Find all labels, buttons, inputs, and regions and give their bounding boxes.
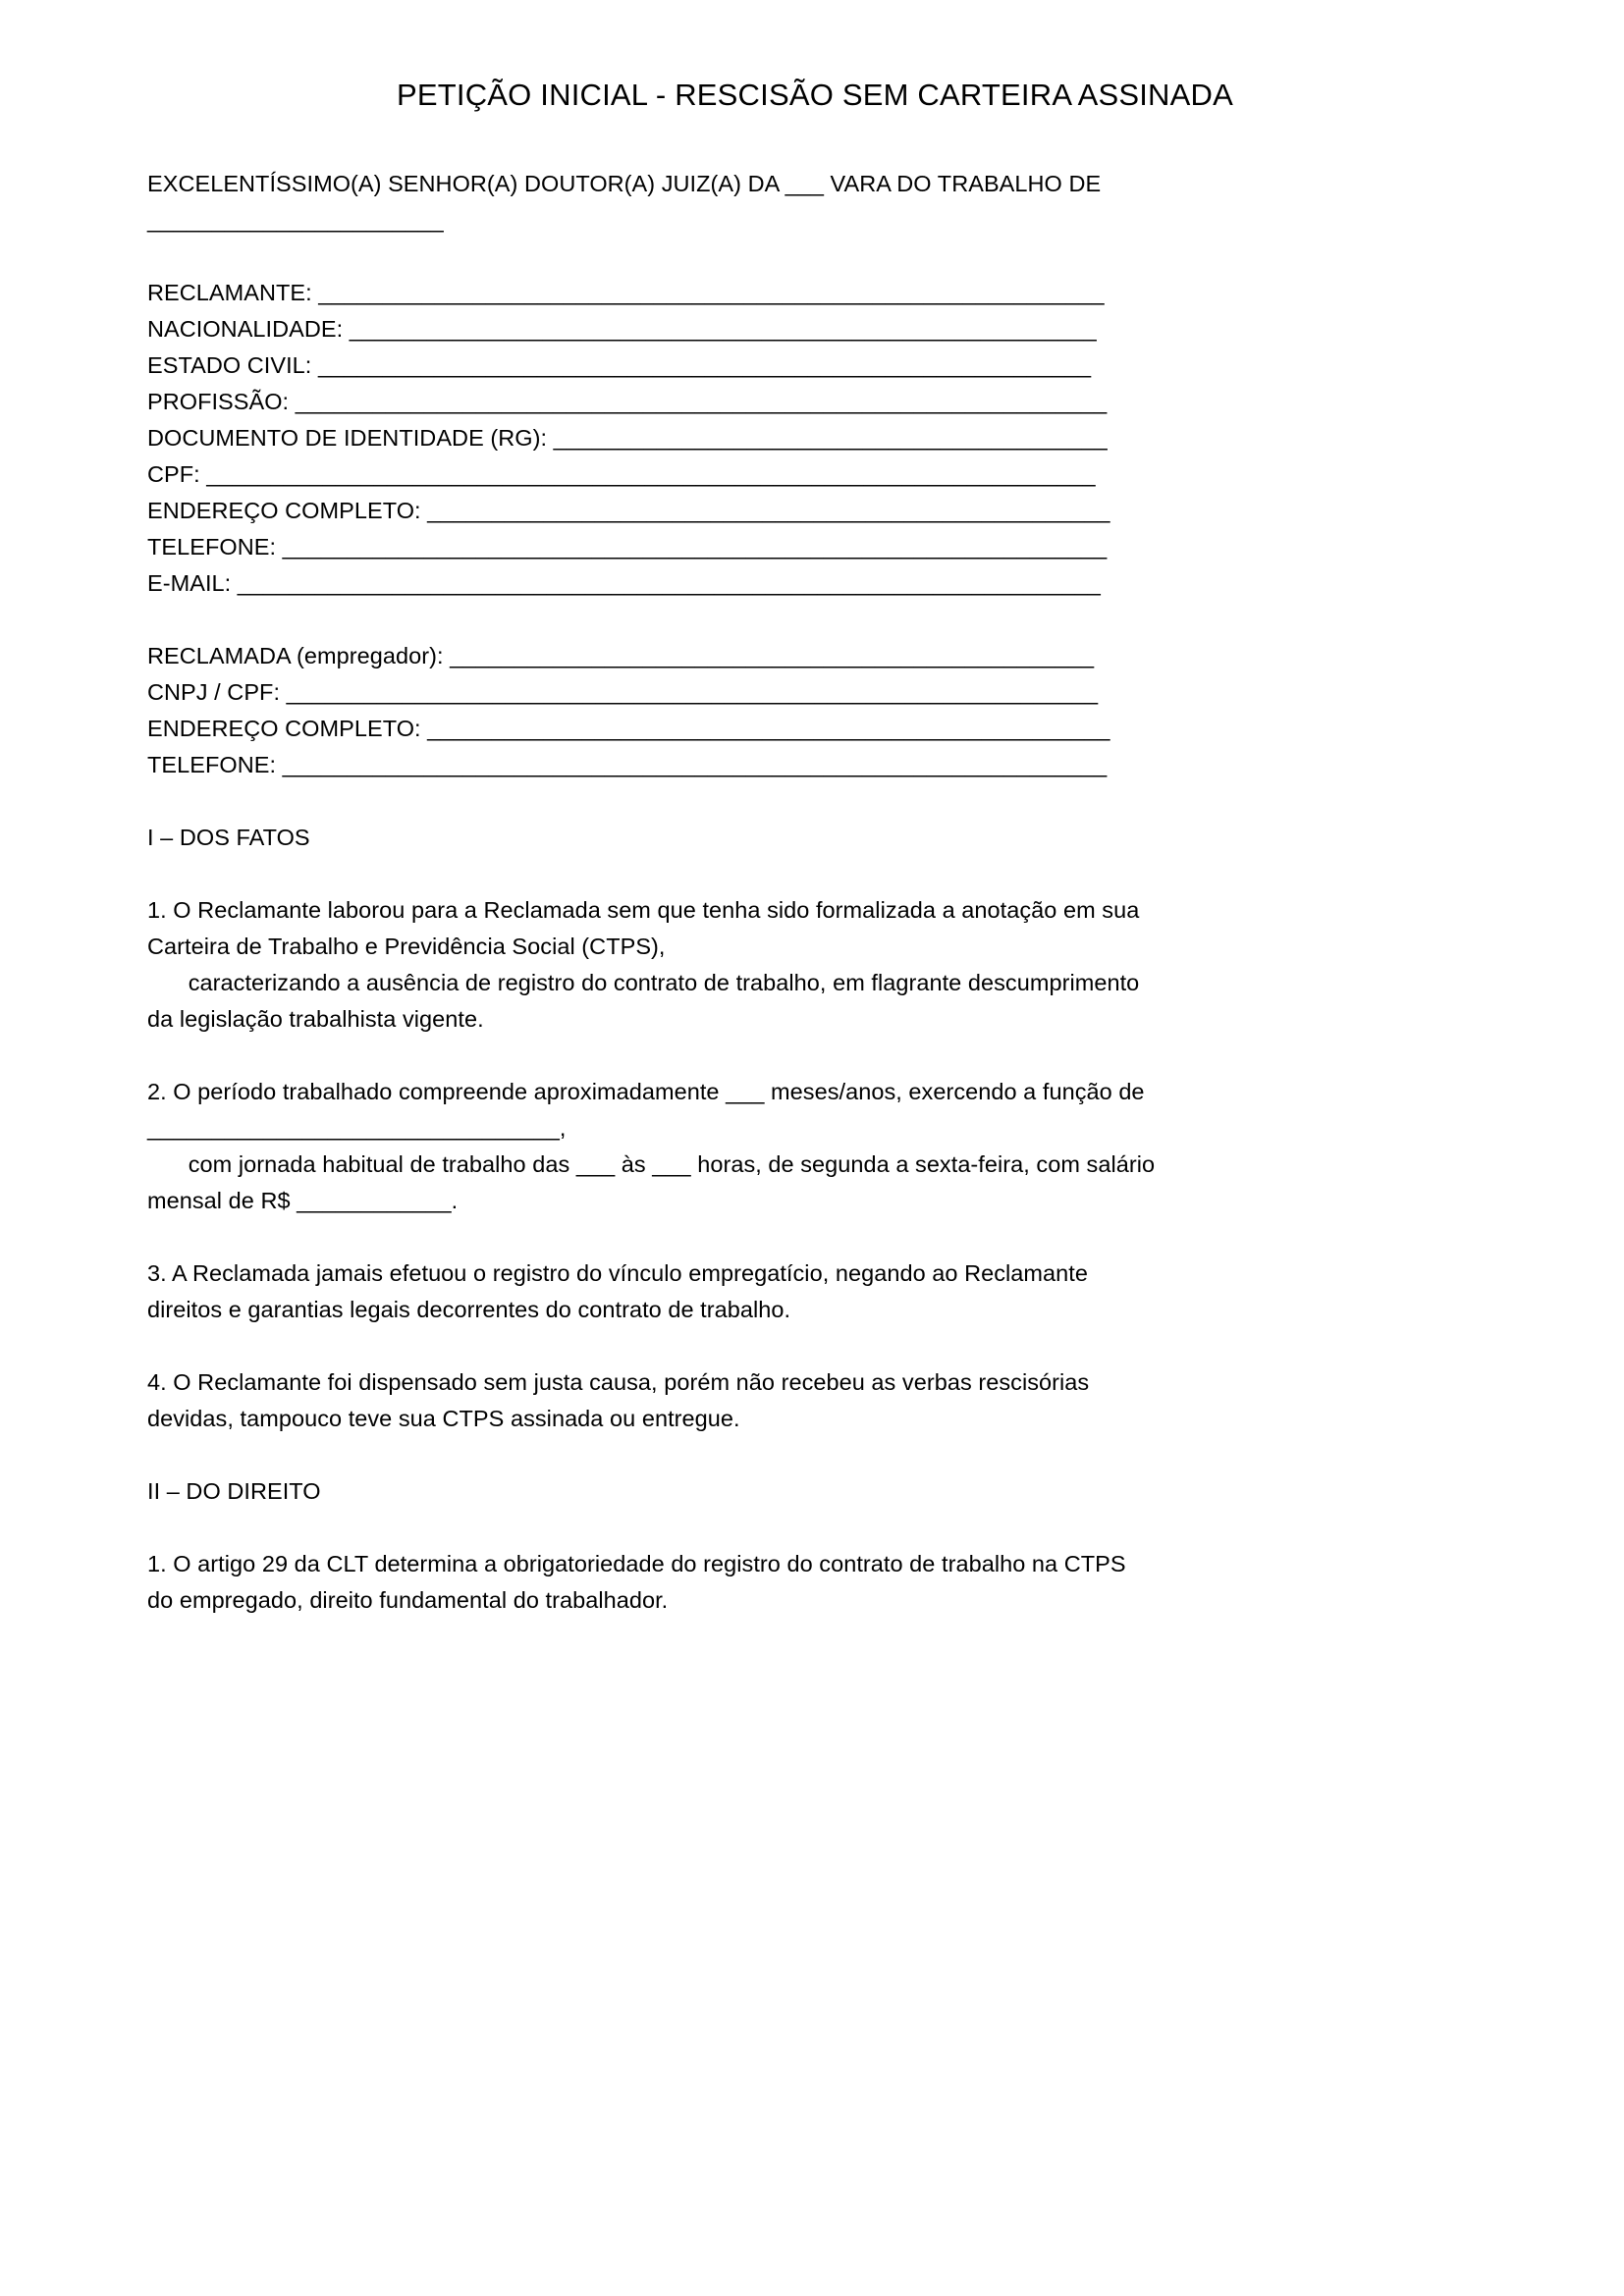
paragraph-line: com jornada habitual de trabalho das ___ às ___ horas, de segunda a sexta-feira, com salário [169, 1150, 1156, 1177]
spacer-after-heading-2 [147, 1510, 1483, 1546]
spacer-after-heading-1 [147, 856, 1483, 892]
paragraph-direito-1 [147, 1546, 1483, 1619]
paragraph-fatos-3 [147, 1255, 1483, 1328]
section-heading-do-direito: II – DO DIREITO [147, 1477, 321, 1504]
spacer-between-parties [147, 602, 1483, 638]
document-content [147, 0, 1483, 1619]
field-endereco-completo-empresa: ENDEREÇO COMPLETO: _____________________________________________________ [147, 715, 1110, 741]
paragraph-line: do empregado, direito fundamental do trabalhador. [147, 1586, 669, 1613]
field-cnpj-cpf: CNPJ / CPF: _______________________________________________________________ [147, 678, 1099, 705]
paragraph-line: 3. A Reclamada jamais efetuou o registro do vínculo empregatício, negando ao Reclamante [147, 1259, 1088, 1286]
spacer-after-addressing [147, 239, 1483, 275]
addressing-line-city-blank: _______________________ [147, 206, 444, 233]
section-body-do-direito [147, 1546, 1483, 1619]
spacer-before-section-2 [147, 1437, 1483, 1473]
paragraph-fatos-1 [147, 892, 1483, 1038]
field-reclamante: RECLAMANTE: _____________________________________________________________ [147, 279, 1105, 305]
section-heading-dos-fatos: I – DOS FATOS [147, 824, 310, 850]
field-estado-civil: ESTADO CIVIL: ____________________________________________________________ [147, 351, 1092, 378]
section-body-dos-fatos [147, 892, 1483, 1437]
paragraph-line: devidas, tampouco teve sua CTPS assinada ou entregue. [147, 1405, 740, 1431]
paragraph-spacer [147, 1038, 1483, 1074]
field-profissao: PROFISSÃO: _______________________________________________________________ [147, 388, 1108, 414]
paragraph-line: da legislação trabalhista vigente. [147, 1005, 484, 1032]
paragraph-line: 4. O Reclamante foi dispensado sem justa causa, porém não recebeu as verbas rescisórias [147, 1368, 1090, 1395]
field-cpf: CPF: _____________________________________________________________________ [147, 460, 1096, 487]
paragraph-line: Carteira de Trabalho e Previdência Social (CTPS), [147, 933, 666, 959]
paragraph-line: ________________________________, [147, 1114, 567, 1141]
field-nacionalidade: NACIONALIDADE: __________________________________________________________ [147, 315, 1097, 342]
field-reclamada-empregador: RECLAMADA (empregador): __________________________________________________ [147, 642, 1095, 668]
defendant-field-group [147, 638, 1483, 783]
page-title: PETIÇÃO INICIAL - RESCISÃO SEM CARTEIRA ASSINADA [397, 78, 1233, 112]
field-documento-rg: DOCUMENTO DE IDENTIDADE (RG): ___________________________________________ [147, 424, 1108, 451]
claimant-field-group [147, 275, 1483, 602]
field-email: E-MAIL: ___________________________________________________________________ [147, 569, 1101, 596]
paragraph-fatos-4 [147, 1364, 1483, 1437]
paragraph-line: 2. O período trabalhado compreende aproximadamente ___ meses/anos, exercendo a função de [147, 1078, 1145, 1104]
addressing-line-court: EXCELENTÍSSIMO(A) SENHOR(A) DOUTOR(A) JUIZ(A) DA ___ VARA DO TRABALHO DE [147, 170, 1102, 196]
paragraph-line: 1. O artigo 29 da CLT determina a obrigatoriedade do registro do contrato de trabalho na CTPS [147, 1550, 1126, 1576]
title-spacer [147, 115, 1483, 166]
paragraph-line: mensal de R$ ____________. [147, 1187, 459, 1213]
paragraph-line: caracterizando a ausência de registro do contrato de trabalho, em flagrante descumprimento [169, 969, 1140, 995]
field-endereco-completo: ENDEREÇO COMPLETO: _____________________________________________________ [147, 497, 1110, 523]
paragraph-line: direitos e garantias legais decorrentes do contrato de trabalho. [147, 1296, 791, 1322]
field-telefone-empresa: TELEFONE: ________________________________________________________________ [147, 751, 1108, 777]
paragraph-line: 1. O Reclamante laborou para a Reclamada sem que tenha sido formalizada a anotação em sua [147, 896, 1140, 923]
paragraph-spacer [147, 1219, 1483, 1255]
paragraph-fatos-2 [147, 1074, 1483, 1219]
spacer-before-section-1 [147, 783, 1483, 820]
paragraph-spacer [147, 1328, 1483, 1364]
field-telefone: TELEFONE: ________________________________________________________________ [147, 533, 1108, 560]
